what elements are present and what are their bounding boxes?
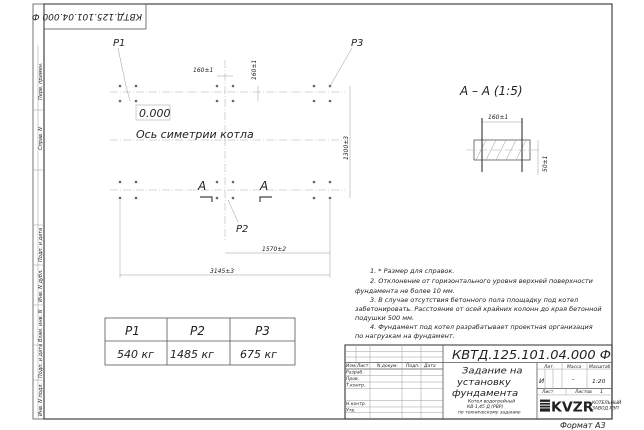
anchor-hole <box>216 181 219 184</box>
anchor-hole <box>119 100 122 103</box>
drawing-subtitle: Котел водогрейный <box>467 399 516 405</box>
section-dim-50: 50±1 <box>542 155 549 172</box>
load-header: P2 <box>190 324 205 338</box>
tb-row: Н.контр. <box>346 402 367 408</box>
anchor-hole <box>232 181 235 184</box>
side-label: Взам. инв. N <box>38 309 44 342</box>
anchor-hole <box>216 85 219 88</box>
level-mark: 0.000 <box>139 107 171 120</box>
drawing-name: Задание на <box>462 365 523 377</box>
anchor-hole <box>119 181 122 184</box>
tb-col: N докум. <box>377 364 398 370</box>
side-label: Инв. N подл. <box>38 382 44 416</box>
notes <box>355 267 602 340</box>
label-p1: P1 <box>113 38 126 49</box>
anchor-hole <box>216 100 219 103</box>
label-p3: P3 <box>351 38 364 49</box>
note: 4. Фундамент под котел разрабатывает проектная организация <box>370 323 593 331</box>
tb-col: Изм. <box>346 364 357 370</box>
tb-mass: - <box>572 375 575 383</box>
label-p2: P2 <box>236 224 249 235</box>
dim-160-horizontal: 160±1 <box>193 67 214 74</box>
section-mark-left: А <box>198 179 207 193</box>
anchor-hole <box>119 85 122 88</box>
side-label: Инв. N дубл. <box>38 269 44 302</box>
side-label: Перв. примен. <box>38 62 44 100</box>
side-label: Справ. N <box>38 127 44 150</box>
note: подушки 500 мм. <box>355 314 415 322</box>
section-mark-right: А <box>260 179 269 193</box>
company-name: ЗАВОД РЭП <box>591 406 619 412</box>
dim-160-vertical: 160±1 <box>251 59 258 80</box>
anchor-hole <box>313 181 316 184</box>
anchor-hole <box>135 197 138 200</box>
anchor-hole <box>313 100 316 103</box>
dim-1570: 1570±2 <box>262 246 287 253</box>
anchor-hole <box>232 100 235 103</box>
load-value: 540 кг <box>117 348 154 361</box>
tb-sheets-label: Листов <box>575 390 592 396</box>
tb-row: Разраб. <box>346 370 364 376</box>
anchor-hole <box>329 181 332 184</box>
anchor-hole <box>119 197 122 200</box>
section-a-a <box>459 84 549 175</box>
tb-scale-label: Масштаб <box>588 365 611 371</box>
company-name: КОТЕЛЬНЫЙ <box>591 401 622 407</box>
load-value: 1485 кг <box>170 348 214 361</box>
note: 1. * Размер для справок. <box>370 267 455 275</box>
axis-label: Ось симетрии котла <box>136 128 254 141</box>
load-value: 675 кг <box>240 348 277 361</box>
anchor-hole <box>329 100 332 103</box>
anchor-hole <box>313 197 316 200</box>
tb-col: Подп. <box>405 364 420 370</box>
tb-col: Лист <box>356 364 369 370</box>
tb-col: Дата <box>424 364 436 370</box>
tb-row: Утв. <box>346 408 356 414</box>
top-stamp-code: КВТД.125.101.04.000 Ф <box>31 11 142 21</box>
section-title: А – А (1:5) <box>460 84 523 98</box>
foundation-plan <box>110 38 363 278</box>
drawing-subtitle: по техническому заданию <box>457 410 521 416</box>
tb-mass-label: Масса <box>566 365 582 371</box>
anchor-hole <box>135 85 138 88</box>
anchor-hole <box>135 181 138 184</box>
sheet-format: Формат А3 <box>560 421 606 430</box>
anchor-hole <box>216 197 219 200</box>
tb-sheets: 1 <box>600 390 604 396</box>
tb-row: Т.контр. <box>346 383 366 389</box>
section-dim-160: 160±1 <box>488 114 509 121</box>
loads-table <box>105 318 295 365</box>
note: фундамента не более 10 мм. <box>355 287 455 295</box>
dim-1300: 1300±3 <box>343 135 350 160</box>
note: по нагрузкам на фундамент. <box>355 332 455 340</box>
side-label: Подп. и дата <box>38 227 44 262</box>
drawing-code: КВТД.125.101.04.000 Ф <box>451 347 612 362</box>
note: 2. Отклонение от горизонтального уровня верхней поверхности <box>370 277 593 285</box>
side-strip <box>33 45 44 419</box>
anchor-hole <box>135 100 138 103</box>
anchor-hole <box>329 197 332 200</box>
tb-lit-label: Лит. <box>543 365 555 371</box>
anchor-hole <box>232 197 235 200</box>
tb-scale: 1:20 <box>591 379 606 385</box>
load-header: P1 <box>125 324 140 338</box>
logo-text: KVZR <box>551 400 594 416</box>
anchor-hole <box>232 85 235 88</box>
drawing-name: фундамента <box>451 388 519 399</box>
title-block <box>345 345 622 419</box>
drawing-name: установку <box>456 377 511 388</box>
tb-row: Пров. <box>346 377 360 383</box>
drawing-subtitle: КВ-1,45 Д (РВР) <box>466 405 504 410</box>
side-label: Подп. и дата <box>38 343 44 378</box>
note: забетонировать. Расстояние от осей крайних колонн до края бетонной <box>355 305 602 313</box>
company-logo <box>540 400 594 416</box>
tb-lit: И <box>538 377 545 385</box>
anchor-hole <box>313 85 316 88</box>
tb-sheet-label: Лист <box>542 390 554 396</box>
note: 3. В случае отсутствия бетонного пола площадку под котел <box>370 296 579 304</box>
dim-3145: 3145±3 <box>210 268 235 275</box>
load-header: P3 <box>255 324 270 338</box>
